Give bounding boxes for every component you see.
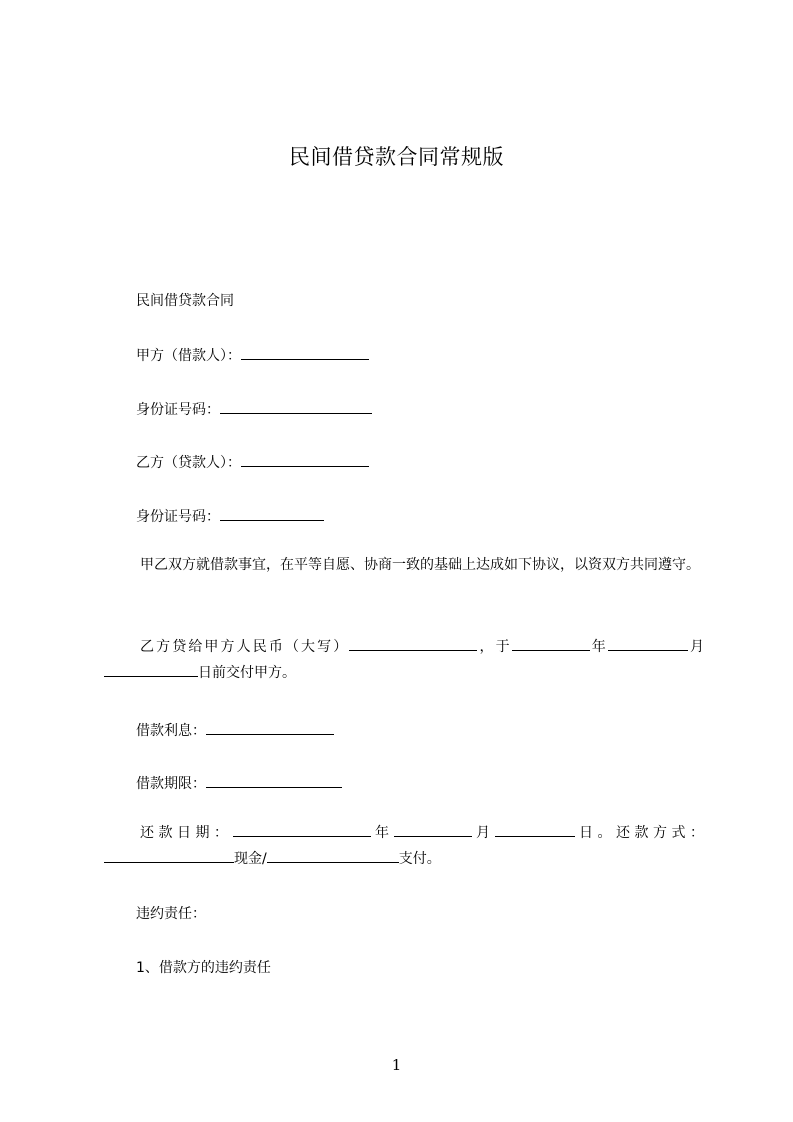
party-a-id-label: 身份证号码： [136,402,220,418]
party-b-blank[interactable] [241,451,369,467]
repay-clause-text-3: 月 [471,825,495,841]
repay-year-blank[interactable] [394,821,472,837]
party-b-id-label: 身份证号码： [136,509,220,525]
interest-line [136,719,334,741]
loan-clause-text-1: 乙方贷给甲方人民币（大写） [140,639,350,655]
loan-day-blank[interactable] [104,661,198,677]
interest-blank[interactable] [206,719,334,735]
repay-clause-text-6: 支付。 [398,851,441,867]
party-b-id-blank[interactable] [220,505,324,521]
document-title: 民间借贷款合同常规版 [289,145,504,169]
breach-item-1: 1、借款方的违约责任 [136,960,271,976]
loan-clause-text-3: 年 [589,639,608,655]
term-line [136,772,342,794]
repay-method-blank[interactable] [104,847,234,863]
loan-clause-text-4: 月 [687,639,705,655]
loan-amount-blank[interactable] [349,635,477,651]
preamble-paragraph: 甲乙双方就借款事宜，在平等自愿、协商一致的基础上达成如下协议，以资双方共同遵守。 [140,557,700,573]
repay-clause-text-2: 年 [370,825,394,841]
party-a-blank[interactable] [241,344,369,360]
loan-month-blank[interactable] [608,635,688,651]
party-a-id-line [136,398,372,420]
breach-heading: 违约责任： [136,906,206,922]
repay-clause-text-4: 日。还款方式： [574,825,704,841]
page-number: 1 [391,1056,402,1074]
loan-year-blank[interactable] [512,635,590,651]
repay-clause-paragraph [104,820,704,872]
loan-clause-paragraph [104,634,704,686]
repay-clause-text-1: 还款日期： [140,825,233,841]
repay-month-blank[interactable] [495,821,575,837]
party-b-label: 乙方（贷款人）： [136,455,241,471]
party-b-line [136,451,369,473]
party-b-id-line [136,505,324,527]
contract-name: 民间借贷款合同 [136,293,234,309]
repay-payment-blank[interactable] [267,847,399,863]
loan-clause-text-5: 日前交付甲方。 [198,665,296,681]
loan-clause-text-2: ，于 [477,639,512,655]
term-label: 借款期限： [136,776,206,792]
party-a-line [136,344,369,366]
party-a-id-blank[interactable] [220,398,372,414]
repay-date-blank[interactable] [233,821,371,837]
party-a-label: 甲方（借款人）： [136,348,241,364]
interest-label: 借款利息： [136,723,206,739]
repay-clause-text-5: 现金/ [234,851,267,867]
term-blank[interactable] [206,772,342,788]
